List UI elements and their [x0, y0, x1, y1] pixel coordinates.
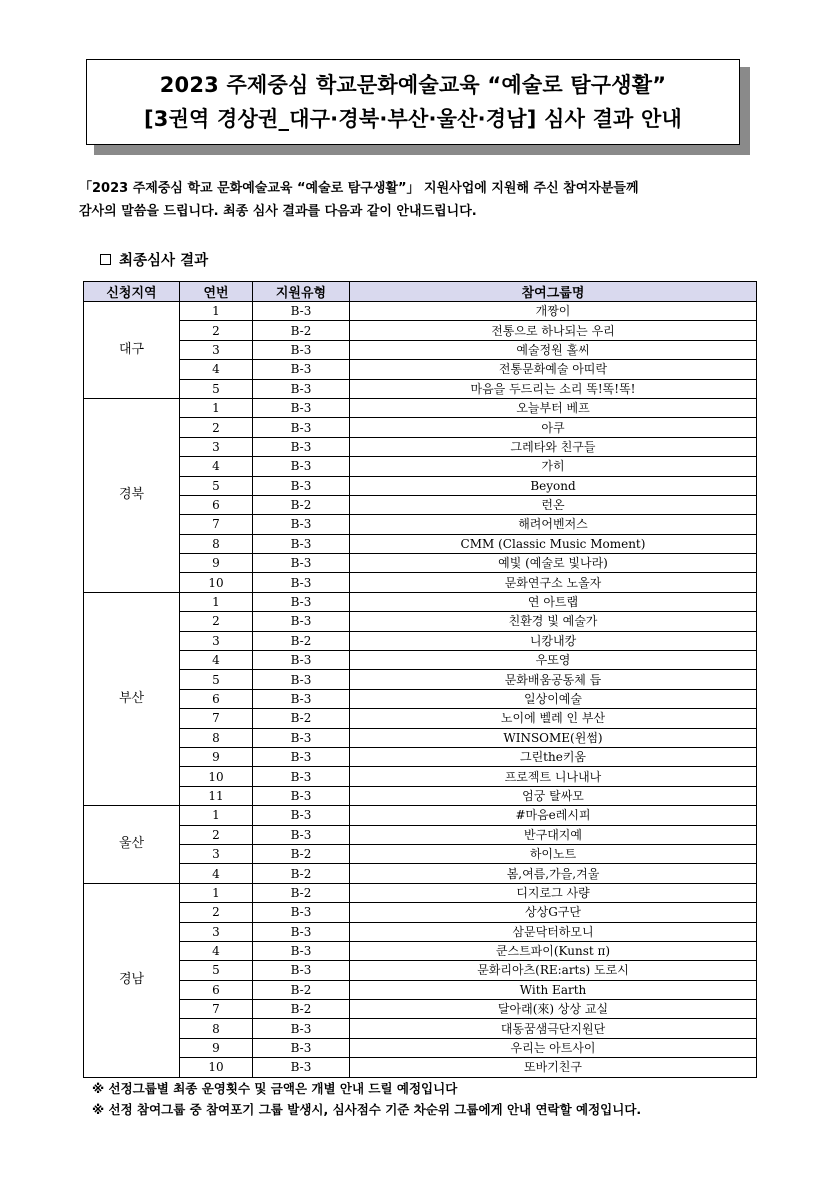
support-type-cell: B-3 — [253, 573, 350, 592]
support-type-cell: B-3 — [253, 302, 350, 321]
section-heading — [100, 249, 208, 270]
group-name-cell: 런온 — [350, 495, 757, 514]
table-row — [84, 554, 757, 573]
support-type-cell: B-3 — [253, 689, 350, 708]
group-name-cell: 노이에 벨레 인 부산 — [350, 709, 757, 728]
note-1: ※ 선정그룹별 최종 운영횟수 및 금액은 개별 안내 드릴 예정입니다 — [92, 1081, 458, 1096]
note-2: ※ 선정 참여그룹 중 참여포기 그룹 발생시, 심사점수 기준 차순위 그룹에게 안내 연락할 예정입니다. — [92, 1102, 642, 1117]
table-header-row — [84, 282, 757, 302]
table-row — [84, 360, 757, 379]
number-cell: 9 — [180, 747, 253, 766]
number-cell: 10 — [180, 573, 253, 592]
support-type-cell: B-3 — [253, 554, 350, 573]
notes — [92, 1078, 641, 1120]
number-cell: 2 — [180, 612, 253, 631]
support-type-cell: B-3 — [253, 379, 350, 398]
group-name-cell: 문화배움공동체 듭 — [350, 670, 757, 689]
number-cell: 8 — [180, 534, 253, 553]
number-cell: 2 — [180, 903, 253, 922]
table-row — [84, 1058, 757, 1077]
support-type-cell: B-3 — [253, 903, 350, 922]
table-row — [84, 1019, 757, 1038]
checkbox-square-icon — [100, 254, 111, 265]
number-cell: 10 — [180, 767, 253, 786]
support-type-cell: B-2 — [253, 631, 350, 650]
support-type-cell: B-3 — [253, 534, 350, 553]
group-name-cell: 니캉내캉 — [350, 631, 757, 650]
group-name-cell: 전통으로 하나되는 우리 — [350, 321, 757, 340]
table-row — [84, 709, 757, 728]
support-type-cell: B-2 — [253, 844, 350, 863]
group-name-cell: 해려어벤저스 — [350, 515, 757, 534]
group-name-cell: #마음e레시피 — [350, 806, 757, 825]
support-type-cell: B-3 — [253, 398, 350, 417]
support-type-cell: B-2 — [253, 980, 350, 999]
group-name-cell: 디지로그 사량 — [350, 883, 757, 902]
group-name-cell: 반구대지예 — [350, 825, 757, 844]
table-row — [84, 747, 757, 766]
number-cell: 3 — [180, 437, 253, 456]
table-row — [84, 612, 757, 631]
support-type-cell: B-2 — [253, 883, 350, 902]
support-type-cell: B-3 — [253, 592, 350, 611]
table-row — [84, 941, 757, 960]
table-row — [84, 689, 757, 708]
number-cell: 1 — [180, 806, 253, 825]
group-name-cell: 그린the키움 — [350, 747, 757, 766]
table-row — [84, 825, 757, 844]
table-row — [84, 767, 757, 786]
support-type-cell: B-3 — [253, 922, 350, 941]
table-row — [84, 651, 757, 670]
number-cell: 1 — [180, 883, 253, 902]
number-cell: 6 — [180, 980, 253, 999]
support-type-cell: B-3 — [253, 728, 350, 747]
group-name-cell: CMM (Classic Music Moment) — [350, 534, 757, 553]
support-type-cell: B-3 — [253, 476, 350, 495]
support-type-cell: B-3 — [253, 670, 350, 689]
group-name-cell: 우또영 — [350, 651, 757, 670]
support-type-cell: B-3 — [253, 515, 350, 534]
number-cell: 7 — [180, 1000, 253, 1019]
group-name-cell: 전통문화예술 아띠락 — [350, 360, 757, 379]
group-name-cell: 삼문닥터하모니 — [350, 922, 757, 941]
table-row — [84, 476, 757, 495]
intro-line-1: 「2023 주제중심 학교 문화예술교육 “예술로 탐구생활”」 지원사업에 지원해 주신 참여자분들께 — [79, 181, 639, 196]
group-name-cell: Beyond — [350, 476, 757, 495]
number-cell: 2 — [180, 825, 253, 844]
table-body — [84, 302, 757, 1078]
table-row — [84, 457, 757, 476]
region-cell: 경남 — [84, 883, 180, 1077]
region-cell: 대구 — [84, 302, 180, 399]
table-row — [84, 534, 757, 553]
group-name-cell: 연 아트랩 — [350, 592, 757, 611]
header-support-type: 지원유형 — [253, 282, 350, 302]
support-type-cell: B-2 — [253, 709, 350, 728]
support-type-cell: B-3 — [253, 767, 350, 786]
group-name-cell: With Earth — [350, 980, 757, 999]
number-cell: 4 — [180, 651, 253, 670]
table-row — [84, 903, 757, 922]
number-cell: 8 — [180, 1019, 253, 1038]
support-type-cell: B-3 — [253, 941, 350, 960]
table-row — [84, 398, 757, 417]
group-name-cell: 엄궁 탈싸모 — [350, 786, 757, 805]
group-name-cell: 가히 — [350, 457, 757, 476]
support-type-cell: B-3 — [253, 612, 350, 631]
group-name-cell: 아쿠 — [350, 418, 757, 437]
group-name-cell: 그레타와 친구들 — [350, 437, 757, 456]
group-name-cell: WINSOME(윈썸) — [350, 728, 757, 747]
support-type-cell: B-3 — [253, 806, 350, 825]
number-cell: 5 — [180, 961, 253, 980]
table-row — [84, 922, 757, 941]
header-group-name: 참여그룹명 — [350, 282, 757, 302]
number-cell: 6 — [180, 495, 253, 514]
header-number: 연번 — [180, 282, 253, 302]
number-cell: 9 — [180, 1038, 253, 1057]
group-name-cell: 우리는 아트사이 — [350, 1038, 757, 1057]
support-type-cell: B-3 — [253, 340, 350, 359]
group-name-cell: 문화연구소 노올자 — [350, 573, 757, 592]
region-cell: 부산 — [84, 592, 180, 805]
group-name-cell: 친환경 빛 예술가 — [350, 612, 757, 631]
group-name-cell: 마음을 두드리는 소리 똑!똑!똑! — [350, 379, 757, 398]
support-type-cell: B-2 — [253, 495, 350, 514]
group-name-cell: 쿤스트파이(Kunst π) — [350, 941, 757, 960]
table-row — [84, 592, 757, 611]
table-row — [84, 321, 757, 340]
table-row — [84, 806, 757, 825]
number-cell: 4 — [180, 864, 253, 883]
group-name-cell: 예빛 (예술로 빛나라) — [350, 554, 757, 573]
support-type-cell: B-2 — [253, 321, 350, 340]
number-cell: 1 — [180, 592, 253, 611]
table-row — [84, 786, 757, 805]
section-heading-label: 최종심사 결과 — [119, 253, 209, 269]
support-type-cell: B-3 — [253, 1038, 350, 1057]
number-cell: 2 — [180, 321, 253, 340]
support-type-cell: B-3 — [253, 786, 350, 805]
support-type-cell: B-3 — [253, 961, 350, 980]
group-name-cell: 하이노트 — [350, 844, 757, 863]
title-line-1: 2023 주제중심 학교문화예술교육 “예술로 탐구생활” — [159, 73, 667, 97]
support-type-cell: B-3 — [253, 437, 350, 456]
table-row — [84, 495, 757, 514]
table-row — [84, 515, 757, 534]
support-type-cell: B-3 — [253, 651, 350, 670]
support-type-cell: B-3 — [253, 418, 350, 437]
results-table — [83, 281, 757, 1078]
table-row — [84, 631, 757, 650]
support-type-cell: B-3 — [253, 747, 350, 766]
group-name-cell: 대동꿈샘극단지원단 — [350, 1019, 757, 1038]
table-row — [84, 1038, 757, 1057]
number-cell: 2 — [180, 418, 253, 437]
support-type-cell: B-3 — [253, 1058, 350, 1077]
group-name-cell: 프로젝트 니나내나 — [350, 767, 757, 786]
support-type-cell: B-2 — [253, 864, 350, 883]
title-box — [86, 59, 740, 145]
intro-line-2: 감사의 말씀을 드립니다. 최종 심사 결과를 다음과 같이 안내드립니다. — [79, 204, 477, 219]
table-row — [84, 302, 757, 321]
support-type-cell: B-3 — [253, 825, 350, 844]
number-cell: 3 — [180, 340, 253, 359]
number-cell: 1 — [180, 302, 253, 321]
group-name-cell: 또바기친구 — [350, 1058, 757, 1077]
table-row — [84, 864, 757, 883]
table-row — [84, 844, 757, 863]
table-row — [84, 340, 757, 359]
table-row — [84, 670, 757, 689]
group-name-cell: 오늘부터 베프 — [350, 398, 757, 417]
number-cell: 9 — [180, 554, 253, 573]
number-cell: 7 — [180, 709, 253, 728]
table-row — [84, 437, 757, 456]
title-line-2: [3권역 경상권_대구·경북·부산·울산·경남] 심사 결과 안내 — [143, 107, 683, 131]
table-row — [84, 883, 757, 902]
number-cell: 3 — [180, 631, 253, 650]
group-name-cell: 상상G구단 — [350, 903, 757, 922]
header-region: 신청지역 — [84, 282, 180, 302]
group-name-cell: 개짱이 — [350, 302, 757, 321]
table-row — [84, 573, 757, 592]
intro-paragraph — [79, 177, 769, 223]
number-cell: 4 — [180, 941, 253, 960]
number-cell: 5 — [180, 670, 253, 689]
number-cell: 1 — [180, 398, 253, 417]
number-cell: 7 — [180, 515, 253, 534]
group-name-cell: 문화리아츠(RE:arts) 도로시 — [350, 961, 757, 980]
number-cell: 3 — [180, 922, 253, 941]
group-name-cell: 달아래(來) 상상 교실 — [350, 1000, 757, 1019]
group-name-cell: 일상이예술 — [350, 689, 757, 708]
support-type-cell: B-3 — [253, 360, 350, 379]
table-row — [84, 1000, 757, 1019]
number-cell: 6 — [180, 689, 253, 708]
number-cell: 3 — [180, 844, 253, 863]
group-name-cell: 예술정원 홀씨 — [350, 340, 757, 359]
number-cell: 4 — [180, 360, 253, 379]
number-cell: 4 — [180, 457, 253, 476]
support-type-cell: B-3 — [253, 457, 350, 476]
table-row — [84, 418, 757, 437]
table-row — [84, 961, 757, 980]
support-type-cell: B-2 — [253, 1000, 350, 1019]
number-cell: 8 — [180, 728, 253, 747]
region-cell: 울산 — [84, 806, 180, 884]
table-row — [84, 379, 757, 398]
region-cell: 경북 — [84, 398, 180, 592]
table-row — [84, 728, 757, 747]
number-cell: 10 — [180, 1058, 253, 1077]
support-type-cell: B-3 — [253, 1019, 350, 1038]
table-row — [84, 980, 757, 999]
group-name-cell: 봄,여름,가을,겨울 — [350, 864, 757, 883]
number-cell: 5 — [180, 476, 253, 495]
number-cell: 5 — [180, 379, 253, 398]
number-cell: 11 — [180, 786, 253, 805]
